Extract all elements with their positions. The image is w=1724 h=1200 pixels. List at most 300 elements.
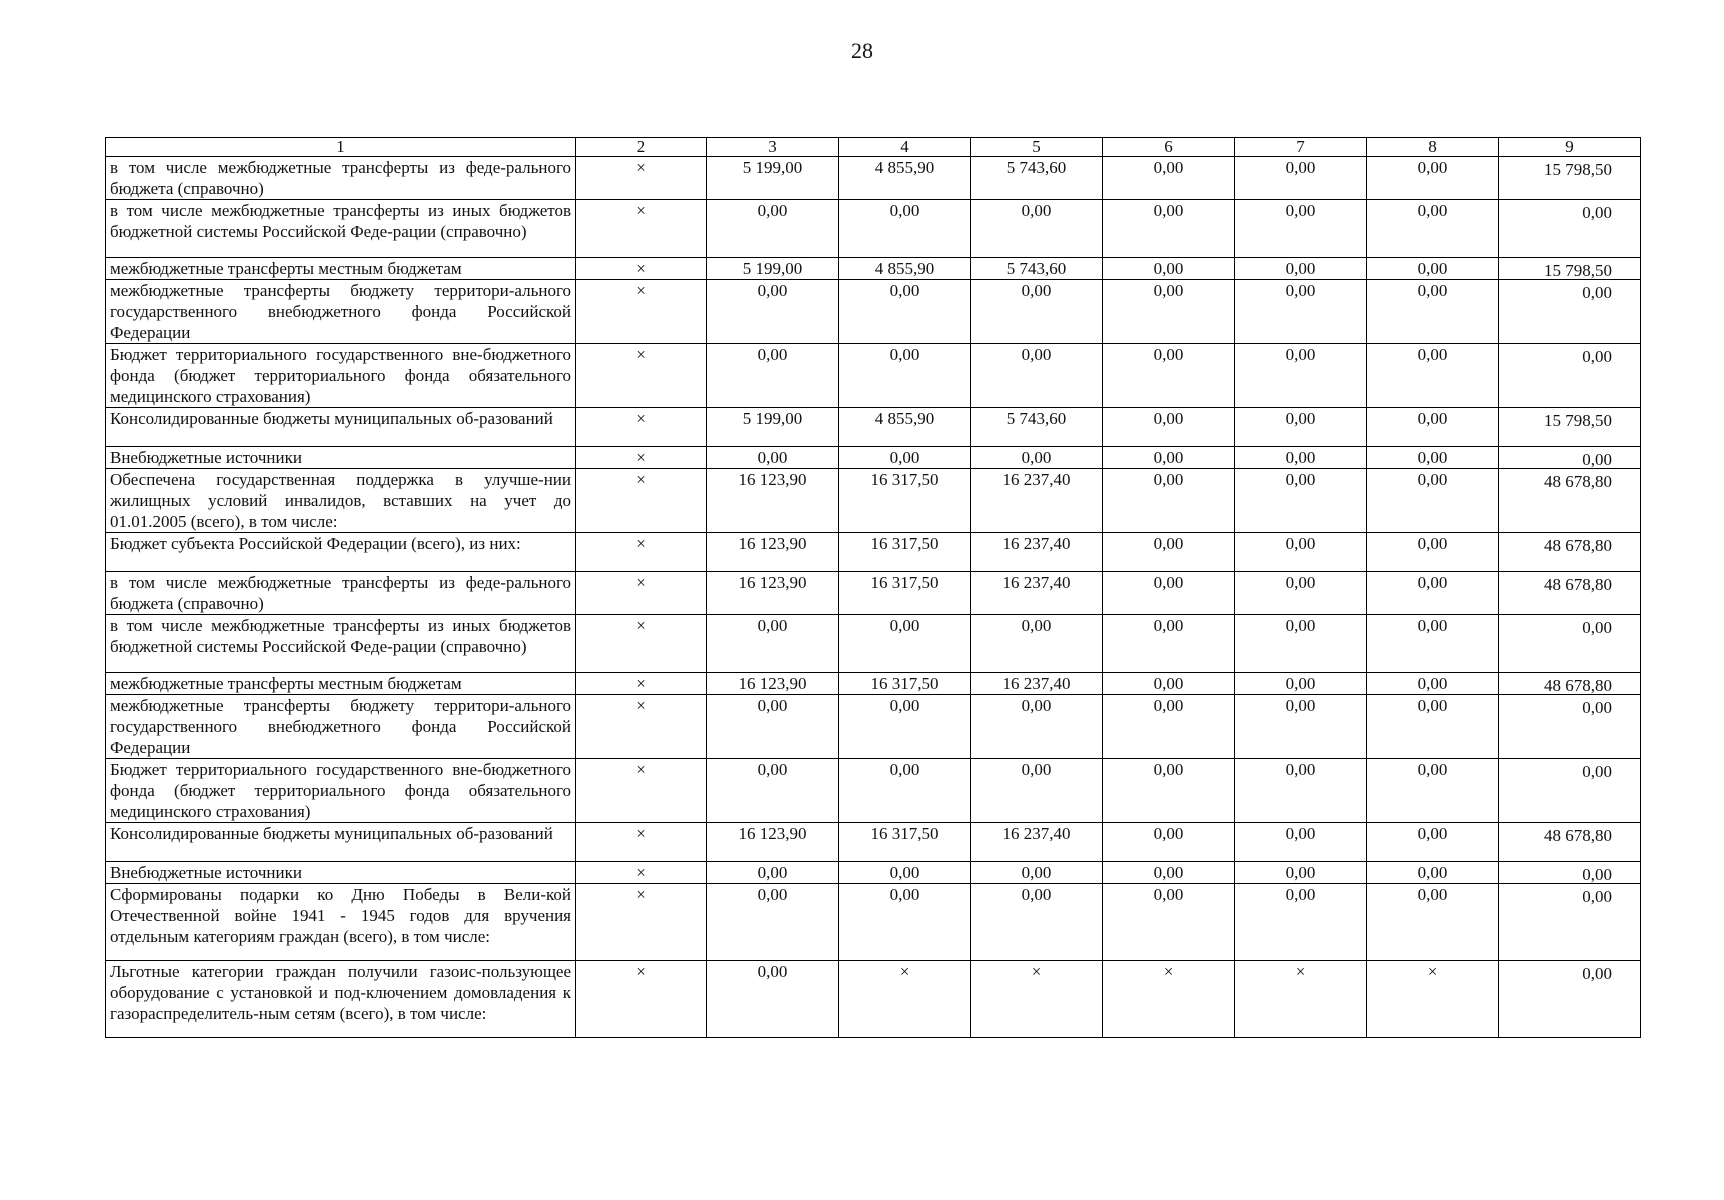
value-text: 0,00 <box>1021 448 1052 467</box>
value-text: 16 317,50 <box>870 573 939 592</box>
value-text: 16 237,40 <box>1002 824 1071 843</box>
table-row <box>106 823 1641 862</box>
value-text: 0,00 <box>1285 616 1316 635</box>
value-text: 16 317,50 <box>870 824 939 843</box>
value-cell <box>1499 615 1641 673</box>
value-text: 5 199,00 <box>742 158 803 177</box>
value-cell <box>1235 572 1367 615</box>
value-cell <box>1499 961 1641 1038</box>
value-cell <box>1103 615 1235 673</box>
value-text: 0,00 <box>1285 201 1316 220</box>
value-text: 0,00 <box>1021 345 1052 364</box>
page-number: 28 <box>851 38 873 63</box>
value-cell <box>971 961 1103 1038</box>
value-cell <box>1499 280 1641 344</box>
value-text: 5 199,00 <box>742 409 803 428</box>
value-text: 0,00 <box>1285 696 1316 715</box>
value-text: × <box>1427 962 1438 981</box>
value-text: 0,00 <box>1153 534 1184 553</box>
row-label: межбюджетные трансферты бюджету территори-ального государственного внебюджетного фонда Российской Федерации <box>106 695 576 759</box>
value-cell <box>971 759 1103 823</box>
value-cell <box>839 469 971 533</box>
value-text: 0,00 <box>1285 281 1316 300</box>
column-header: 8 <box>1367 138 1499 157</box>
value-text: 0,00 <box>757 448 788 467</box>
value-text: 16 317,50 <box>870 674 939 693</box>
value-cell <box>1235 280 1367 344</box>
value-text: 0,00 <box>1417 674 1448 693</box>
value-cell <box>1499 862 1641 884</box>
value-text: 0,00 <box>1153 696 1184 715</box>
value-cell <box>1235 533 1367 572</box>
value-cell <box>839 280 971 344</box>
column-2-cell: × <box>576 695 707 759</box>
value-cell <box>1499 884 1641 961</box>
value-cell <box>1499 695 1641 759</box>
value-cell <box>707 823 839 862</box>
column-2-cell: × <box>576 280 707 344</box>
value-cell <box>707 673 839 695</box>
value-cell <box>839 695 971 759</box>
column-2-cell: × <box>576 447 707 469</box>
value-text: 0,00 <box>1417 281 1448 300</box>
value-cell <box>1103 533 1235 572</box>
row-label: Бюджет территориального государственного вне-бюджетного фонда (бюджет территориального фонда обязательного медицинского страхования) <box>106 759 576 823</box>
value-text: 0,00 <box>1285 863 1316 882</box>
column-header: 1 <box>106 138 576 157</box>
value-cell <box>1103 572 1235 615</box>
value-cell <box>1103 884 1235 961</box>
value-cell <box>971 615 1103 673</box>
value-cell <box>707 408 839 447</box>
value-cell <box>1367 447 1499 469</box>
value-text: 0,00 <box>1285 824 1316 843</box>
value-text: 5 199,00 <box>742 259 803 278</box>
value-text: 0,00 <box>1417 760 1448 779</box>
column-2-cell: × <box>576 200 707 258</box>
column-2-cell: × <box>576 258 707 280</box>
value-text: 15 798,50 <box>1544 411 1612 430</box>
value-cell <box>1103 961 1235 1038</box>
value-cell <box>1499 469 1641 533</box>
value-text: 0,00 <box>1582 450 1612 469</box>
value-text: 16 237,40 <box>1002 470 1071 489</box>
row-label: межбюджетные трансферты местным бюджетам <box>106 258 576 280</box>
value-text: 15 798,50 <box>1544 160 1612 179</box>
value-cell <box>707 572 839 615</box>
value-cell <box>1499 344 1641 408</box>
value-text: 0,00 <box>1021 696 1052 715</box>
value-cell <box>971 280 1103 344</box>
value-text: 0,00 <box>1153 616 1184 635</box>
value-text: 0,00 <box>1582 964 1612 983</box>
column-header: 9 <box>1499 138 1641 157</box>
value-cell <box>1235 615 1367 673</box>
value-text: 0,00 <box>1582 865 1612 884</box>
value-cell <box>1103 673 1235 695</box>
value-text: 0,00 <box>1285 409 1316 428</box>
value-cell <box>1235 200 1367 258</box>
table-row <box>106 862 1641 884</box>
column-2-cell: × <box>576 533 707 572</box>
value-cell <box>1235 408 1367 447</box>
value-cell <box>1367 533 1499 572</box>
value-cell <box>971 533 1103 572</box>
value-text: 0,00 <box>1417 448 1448 467</box>
value-cell <box>839 572 971 615</box>
value-text: 0,00 <box>1417 696 1448 715</box>
value-text: 16 123,90 <box>738 470 807 489</box>
value-text: 0,00 <box>757 760 788 779</box>
value-text: × <box>1295 962 1306 981</box>
value-text: 4 855,90 <box>874 259 935 278</box>
column-2-cell: × <box>576 862 707 884</box>
value-cell <box>971 200 1103 258</box>
value-cell <box>1235 695 1367 759</box>
value-text: 16 123,90 <box>738 534 807 553</box>
value-text: 0,00 <box>889 345 920 364</box>
value-text: 0,00 <box>1285 345 1316 364</box>
value-cell <box>707 258 839 280</box>
value-text: 0,00 <box>757 345 788 364</box>
value-text: 0,00 <box>1417 534 1448 553</box>
value-cell <box>1103 408 1235 447</box>
value-cell <box>971 469 1103 533</box>
value-text: 0,00 <box>1417 158 1448 177</box>
value-text: 0,00 <box>1417 201 1448 220</box>
value-text: 0,00 <box>757 616 788 635</box>
table-row <box>106 200 1641 258</box>
value-text: 0,00 <box>1153 885 1184 904</box>
value-text: 0,00 <box>1285 470 1316 489</box>
value-cell <box>707 884 839 961</box>
column-header: 2 <box>576 138 707 157</box>
value-cell <box>1235 823 1367 862</box>
value-cell <box>1235 759 1367 823</box>
column-header: 6 <box>1103 138 1235 157</box>
value-cell <box>1103 823 1235 862</box>
value-cell <box>707 344 839 408</box>
value-cell <box>1367 344 1499 408</box>
value-text: 16 317,50 <box>870 534 939 553</box>
value-cell <box>839 157 971 200</box>
value-text: 5 743,60 <box>1006 158 1067 177</box>
value-text: 0,00 <box>1153 863 1184 882</box>
value-cell <box>1367 572 1499 615</box>
value-text: 0,00 <box>1153 824 1184 843</box>
value-text: 0,00 <box>889 201 920 220</box>
column-header: 5 <box>971 138 1103 157</box>
value-cell <box>1103 447 1235 469</box>
value-cell <box>1367 823 1499 862</box>
value-text: 5 743,60 <box>1006 259 1067 278</box>
value-text: 0,00 <box>889 885 920 904</box>
value-text: 0,00 <box>1417 573 1448 592</box>
value-cell <box>971 823 1103 862</box>
value-cell <box>1235 961 1367 1038</box>
value-cell <box>707 447 839 469</box>
value-text: 16 123,90 <box>738 573 807 592</box>
column-2-cell: × <box>576 961 707 1038</box>
value-text: 0,00 <box>1153 448 1184 467</box>
column-2-cell: × <box>576 572 707 615</box>
value-cell <box>1367 258 1499 280</box>
value-cell <box>971 884 1103 961</box>
value-cell <box>1499 258 1641 280</box>
row-label: в том числе межбюджетные трансферты из иных бюджетов бюджетной системы Российской Феде-рации (справочно) <box>106 615 576 673</box>
value-text: 0,00 <box>757 885 788 904</box>
value-text: 0,00 <box>1153 158 1184 177</box>
value-cell <box>1367 280 1499 344</box>
value-text: 0,00 <box>1285 448 1316 467</box>
value-text: 0,00 <box>889 863 920 882</box>
value-cell <box>1103 469 1235 533</box>
value-text: 0,00 <box>1417 863 1448 882</box>
value-text: 48 678,80 <box>1544 575 1612 594</box>
value-cell <box>707 862 839 884</box>
value-cell <box>1367 862 1499 884</box>
row-label: Обеспечена государственная поддержка в улучше-нии жилищных условий инвалидов, вставших на учет до 01.01.2005 (всего), в том числе: <box>106 469 576 533</box>
value-cell <box>1235 469 1367 533</box>
value-text: 0,00 <box>1285 259 1316 278</box>
value-cell <box>1499 823 1641 862</box>
value-text: × <box>1163 962 1174 981</box>
value-text: 0,00 <box>889 281 920 300</box>
value-cell <box>839 862 971 884</box>
value-text: 0,00 <box>1582 698 1612 717</box>
value-cell <box>707 469 839 533</box>
value-cell <box>839 408 971 447</box>
column-2-cell: × <box>576 344 707 408</box>
value-cell <box>971 447 1103 469</box>
value-text: 0,00 <box>889 760 920 779</box>
table-row <box>106 447 1641 469</box>
row-label: Сформированы подарки ко Дню Победы в Вели-кой Отечественной войне 1941 - 1945 годов для вручения отдельным категориям граждан (всего), в том числе: <box>106 884 576 961</box>
value-cell <box>839 533 971 572</box>
value-cell <box>1103 862 1235 884</box>
value-text: 0,00 <box>757 863 788 882</box>
row-label: Внебюджетные источники <box>106 447 576 469</box>
value-text: 0,00 <box>1021 201 1052 220</box>
value-text: 4 855,90 <box>874 409 935 428</box>
value-cell <box>1103 280 1235 344</box>
value-text: 16 237,40 <box>1002 534 1071 553</box>
value-cell <box>707 615 839 673</box>
column-2-cell: × <box>576 823 707 862</box>
column-2-cell: × <box>576 408 707 447</box>
table-row <box>106 759 1641 823</box>
column-2-cell: × <box>576 615 707 673</box>
value-text: 0,00 <box>1417 409 1448 428</box>
value-text: 0,00 <box>1417 616 1448 635</box>
value-cell <box>1103 695 1235 759</box>
value-cell <box>1235 673 1367 695</box>
column-header: 4 <box>839 138 971 157</box>
column-2-cell: × <box>576 673 707 695</box>
table-row <box>106 157 1641 200</box>
value-text: 15 798,50 <box>1544 261 1612 280</box>
value-text: 0,00 <box>1582 762 1612 781</box>
value-text: 0,00 <box>1285 674 1316 693</box>
value-text: 0,00 <box>1153 345 1184 364</box>
table-row <box>106 258 1641 280</box>
value-cell <box>839 615 971 673</box>
value-cell <box>1499 157 1641 200</box>
value-cell <box>1367 961 1499 1038</box>
value-cell <box>707 695 839 759</box>
budget-table <box>105 137 1641 1038</box>
value-text: 0,00 <box>1582 618 1612 637</box>
table-row <box>106 572 1641 615</box>
value-text: 0,00 <box>1021 760 1052 779</box>
value-text: 0,00 <box>1153 470 1184 489</box>
value-text: 0,00 <box>1582 203 1612 222</box>
value-text: 0,00 <box>1582 347 1612 366</box>
value-cell <box>707 533 839 572</box>
table-row <box>106 408 1641 447</box>
value-cell <box>1367 695 1499 759</box>
value-cell <box>971 258 1103 280</box>
table-row <box>106 344 1641 408</box>
value-text: 0,00 <box>1153 674 1184 693</box>
value-cell <box>1367 200 1499 258</box>
column-2-cell: × <box>576 759 707 823</box>
value-text: 0,00 <box>1153 259 1184 278</box>
value-text: 0,00 <box>1285 885 1316 904</box>
value-cell <box>971 695 1103 759</box>
column-2-cell: × <box>576 469 707 533</box>
value-cell <box>971 157 1103 200</box>
value-text: 16 123,90 <box>738 824 807 843</box>
value-cell <box>707 961 839 1038</box>
value-cell <box>971 344 1103 408</box>
value-text: 0,00 <box>1153 573 1184 592</box>
row-label: межбюджетные трансферты местным бюджетам <box>106 673 576 695</box>
row-label: Консолидированные бюджеты муниципальных об-разований <box>106 408 576 447</box>
value-cell <box>1235 258 1367 280</box>
value-text: 16 237,40 <box>1002 573 1071 592</box>
value-text: 0,00 <box>1153 201 1184 220</box>
value-text: 0,00 <box>1153 760 1184 779</box>
value-text: 0,00 <box>1021 885 1052 904</box>
row-label: Бюджет территориального государственного вне-бюджетного фонда (бюджет территориального фонда обязательного медицинского страхования) <box>106 344 576 408</box>
table-row <box>106 280 1641 344</box>
value-text: × <box>1031 962 1042 981</box>
value-text: 5 743,60 <box>1006 409 1067 428</box>
value-cell <box>1235 344 1367 408</box>
table-row <box>106 673 1641 695</box>
value-text: 0,00 <box>757 201 788 220</box>
column-2-cell: × <box>576 157 707 200</box>
value-cell <box>1367 673 1499 695</box>
value-cell <box>1499 759 1641 823</box>
value-cell <box>839 447 971 469</box>
value-cell <box>1367 469 1499 533</box>
row-label: в том числе межбюджетные трансферты из иных бюджетов бюджетной системы Российской Феде-рации (справочно) <box>106 200 576 258</box>
value-text: 0,00 <box>1582 887 1612 906</box>
row-label: Бюджет субъекта Российской Федерации (всего), из них: <box>106 533 576 572</box>
row-label: Льготные категории граждан получили газоис-пользующее оборудование с установкой и под-ключением домовладения к газораспределитель-ным сетям (всего), в том числе: <box>106 961 576 1038</box>
table-row <box>106 533 1641 572</box>
table-row <box>106 884 1641 961</box>
table-row <box>106 695 1641 759</box>
value-text: 0,00 <box>1021 281 1052 300</box>
value-cell <box>707 280 839 344</box>
value-text: 48 678,80 <box>1544 676 1612 695</box>
table-row <box>106 615 1641 673</box>
value-cell <box>707 200 839 258</box>
value-text: 0,00 <box>1417 824 1448 843</box>
value-cell <box>1499 447 1641 469</box>
value-cell <box>1499 533 1641 572</box>
value-cell <box>1103 344 1235 408</box>
row-label: в том числе межбюджетные трансферты из феде-рального бюджета (справочно) <box>106 572 576 615</box>
value-cell <box>971 673 1103 695</box>
value-text: 0,00 <box>757 696 788 715</box>
value-cell <box>1103 759 1235 823</box>
value-cell <box>1235 157 1367 200</box>
value-cell <box>1499 408 1641 447</box>
table-header-row <box>106 138 1641 157</box>
column-header: 7 <box>1235 138 1367 157</box>
value-text: × <box>899 962 910 981</box>
value-cell <box>1367 157 1499 200</box>
value-text: 0,00 <box>1021 616 1052 635</box>
value-cell <box>971 862 1103 884</box>
table-row <box>106 961 1641 1038</box>
value-text: 0,00 <box>889 696 920 715</box>
value-cell <box>707 157 839 200</box>
value-text: 0,00 <box>1285 573 1316 592</box>
value-cell <box>1235 447 1367 469</box>
value-text: 0,00 <box>1021 863 1052 882</box>
value-cell <box>971 408 1103 447</box>
value-text: 0,00 <box>1285 158 1316 177</box>
row-label: межбюджетные трансферты бюджету территори-ального государственного внебюджетного фонда Российской Федерации <box>106 280 576 344</box>
table-row <box>106 469 1641 533</box>
value-text: 0,00 <box>757 962 788 981</box>
value-text: 16 123,90 <box>738 674 807 693</box>
value-text: 0,00 <box>1285 760 1316 779</box>
value-cell <box>839 673 971 695</box>
value-text: 0,00 <box>757 281 788 300</box>
value-cell <box>1235 862 1367 884</box>
value-cell <box>839 200 971 258</box>
value-text: 0,00 <box>1417 470 1448 489</box>
value-cell <box>707 759 839 823</box>
value-text: 48 678,80 <box>1544 472 1612 491</box>
value-text: 4 855,90 <box>874 158 935 177</box>
value-text: 48 678,80 <box>1544 536 1612 555</box>
value-cell <box>1235 884 1367 961</box>
value-text: 48 678,80 <box>1544 826 1612 845</box>
value-cell <box>839 344 971 408</box>
value-text: 0,00 <box>1417 345 1448 364</box>
value-text: 0,00 <box>889 616 920 635</box>
value-text: 0,00 <box>1153 409 1184 428</box>
value-cell <box>1499 572 1641 615</box>
value-cell <box>971 572 1103 615</box>
value-cell <box>1367 884 1499 961</box>
value-cell <box>839 759 971 823</box>
value-cell <box>1499 673 1641 695</box>
value-text: 0,00 <box>1417 885 1448 904</box>
value-text: 16 317,50 <box>870 470 939 489</box>
value-cell <box>1367 759 1499 823</box>
value-cell <box>839 961 971 1038</box>
value-cell <box>1103 258 1235 280</box>
column-header: 3 <box>707 138 839 157</box>
